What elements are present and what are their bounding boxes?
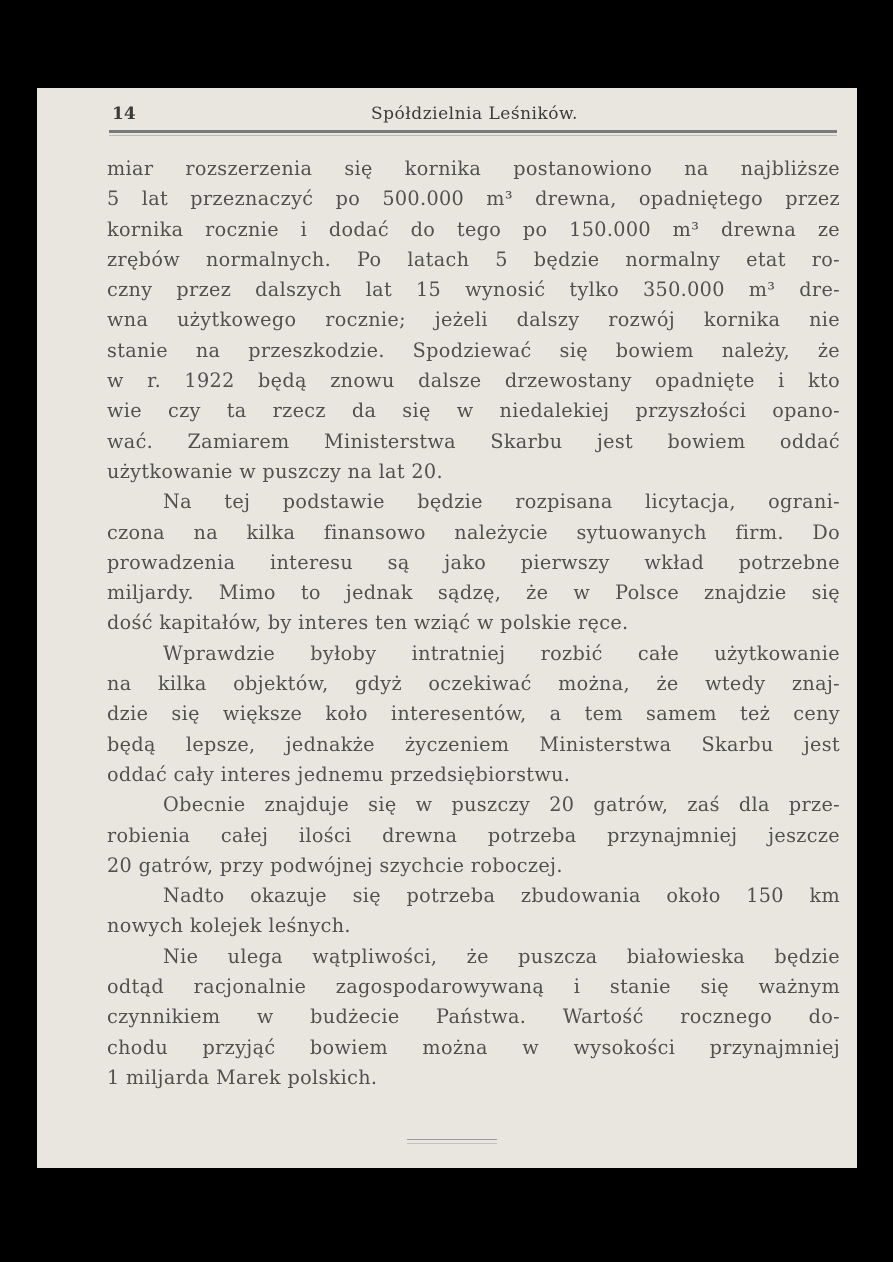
header-rule-thin [109, 135, 837, 136]
text-line: 1 miljarda Marek polskich. [107, 1065, 378, 1089]
paragraph [107, 881, 840, 942]
text-line: stanie na przeszkodzie. Spodziewać się bowiem należy, że [107, 338, 840, 362]
text-line: zrębów normalnych. Po latach 5 będzie normalny etat ro- [107, 247, 840, 271]
text-line: będą lepsze, jednakże życzeniem Ministerstwa Skarbu jest [107, 732, 840, 756]
text-line: prowadzenia interesu są jako pierwszy wkład potrzebne [107, 550, 840, 574]
text-line: miar rozszerzenia się kornika postanowiono na najbliższe [107, 157, 840, 180]
text-line: nowych kolejek leśnych. [107, 914, 351, 938]
text-line: wie czy ta rzecz da się w niedalekiej przyszłości opano- [107, 399, 840, 423]
text-line: miljardy. Mimo to jednak sądzę, że w Polsce znajdzie się [107, 581, 840, 605]
text-line: 20 gatrów, przy podwójnej szychcie roboczej. [107, 853, 563, 877]
body-text [107, 154, 840, 1093]
text-line: Obecnie znajduje się w puszczy 20 gatrów, zaś dla prze- [163, 793, 840, 817]
paragraph [107, 790, 840, 881]
paragraph [107, 639, 840, 790]
text-line: Nie ulega wątpliwości, że puszcza białowieska będzie [163, 944, 840, 968]
text-line: dzie się większe koło interesentów, a tem samem też ceny [107, 702, 840, 726]
text-line: odtąd racjonalnie zagospodarowywaną i stanie się ważnym [107, 975, 840, 999]
page-header [112, 104, 837, 128]
text-line: 5 lat przeznaczyć po 500.000 m³ drewna, opadniętego przez [107, 187, 840, 211]
text-line: Wprawdzie byłoby intratniej rozbić całe użytkowanie [163, 641, 840, 665]
text-line: czona na kilka finansowo należycie sytuowanych firm. Do [107, 520, 840, 544]
text-line: użytkowanie w puszczy na lat 20. [107, 459, 443, 483]
text-line: Na tej podstawie będzie rozpisana licytacja, ograni- [163, 490, 840, 514]
text-line: czny przez dalszych lat 15 wynosić tylko 350.000 m³ dre- [107, 278, 840, 302]
text-line: czynnikiem w budżecie Państwa. Wartość rocznego do- [107, 1005, 840, 1029]
page-number: 14 [112, 104, 136, 124]
text-line: oddać cały interes jednemu przedsiębiorstwu. [107, 762, 571, 786]
text-line: dość kapitałów, by interes ten wziąć w polskie ręce. [107, 611, 629, 635]
footer-rule-secondary [407, 1143, 497, 1144]
text-line: chodu przyjąć bowiem można w wysokości przynajmniej [107, 1035, 840, 1059]
book-page [37, 88, 857, 1168]
header-rule [109, 130, 837, 133]
paragraph [107, 942, 840, 1093]
text-line: wna użytkowego rocznie; jeżeli dalszy rozwój kornika nie [107, 308, 840, 332]
text-line: kornika rocznie i dodać do tego po 150.000 m³ drewna ze [107, 217, 840, 241]
text-line: wać. Zamiarem Ministerstwa Skarbu jest bowiem oddać [107, 429, 840, 453]
paragraph [107, 487, 840, 638]
footer-rule [407, 1139, 497, 1140]
running-title: Spółdzielnia Leśników. [371, 104, 578, 124]
text-line: w r. 1922 będą znowu dalsze drzewostany opadnięte i kto [107, 369, 840, 393]
text-line: na kilka objektów, gdyż oczekiwać można, że wtedy znaj- [107, 672, 840, 696]
text-line: Nadto okazuje się potrzeba zbudowania około 150 km [163, 884, 840, 908]
paragraph [107, 154, 840, 487]
text-line: robienia całej ilości drewna potrzeba przynajmniej jeszcze [107, 823, 840, 847]
